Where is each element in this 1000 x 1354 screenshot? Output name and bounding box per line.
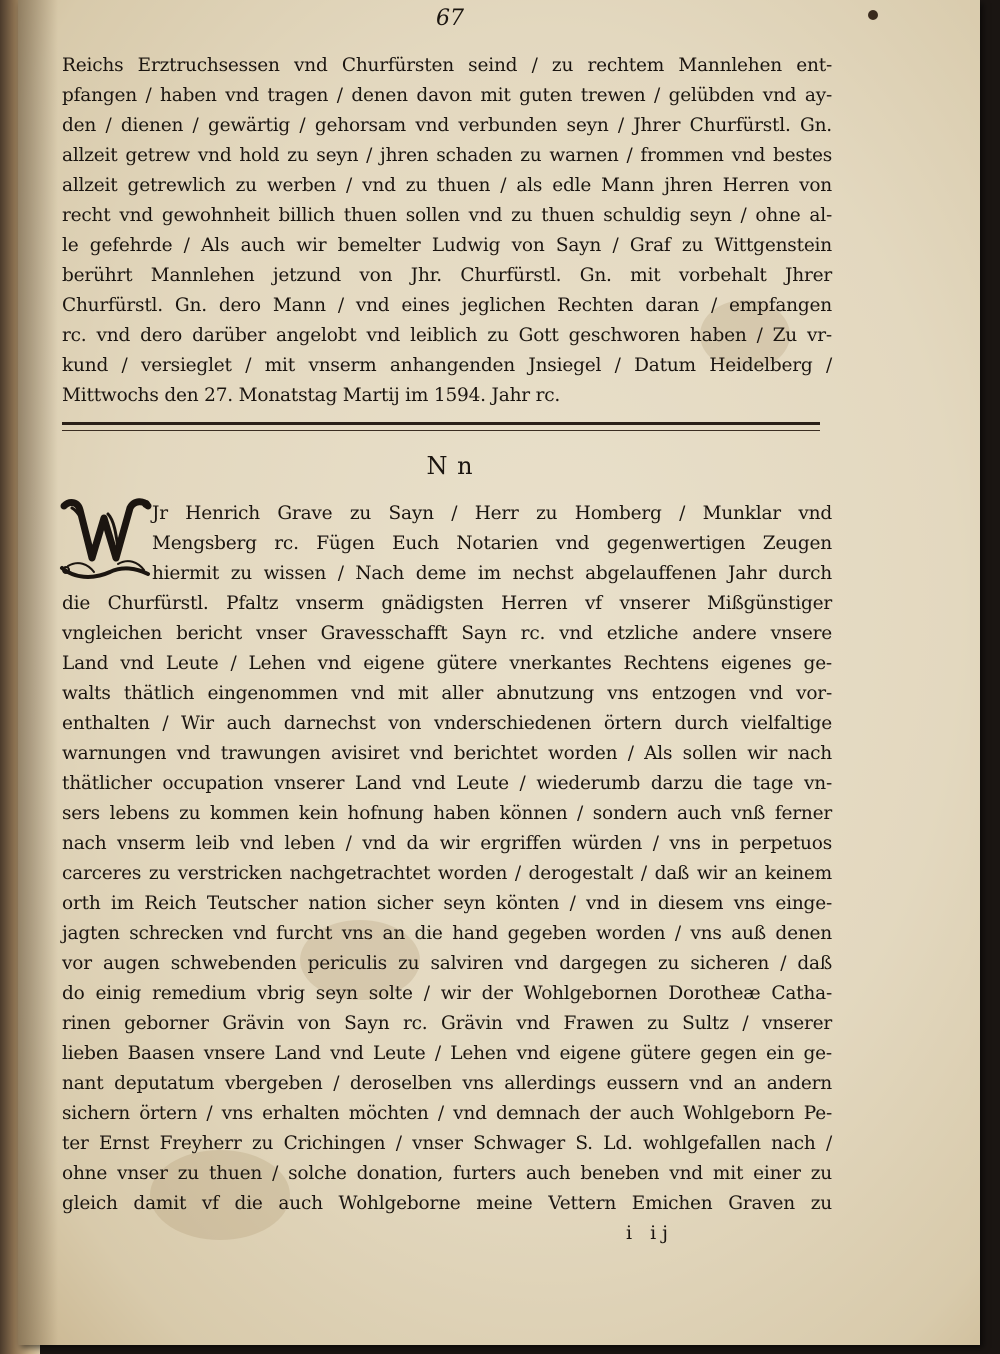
text-line: vngleichen bericht vnser Gravesschafft Sayn rc. vnd etzliche andere vnsere [62,623,832,644]
text-line: allzeit getrewlich zu werben / vnd zu thuen / als edle Mann jhren Herren von [62,175,832,196]
section-rule [62,422,820,425]
text-line: warnungen vnd trawungen avisiret vnd berichtet worden / Als sollen wir nach [62,743,832,764]
text-line: Mengsberg rc. Fügen Euch Notarien vnd gegenwertigen Zeugen [152,533,832,554]
text-line: carceres zu verstricken nachgetrachtet worden / derogestalt / daß wir an keinem [62,863,832,884]
text-line: do einig remedium vbrig seyn solte / wir der Wohlgebornen Dorotheæ Catha- [62,983,832,1004]
text-line: gleich damit vf die auch Wohlgeborne meine Vettern Emichen Graven zu [62,1193,832,1214]
page-number: 67 [436,6,464,31]
text-line: pfangen / haben vnd tragen / denen davon mit guten trewen / gelübden vnd ay- [62,85,832,106]
text-line: walts thätlich eingenommen vnd mit aller abnutzung vns entzogen vnd vor- [62,683,832,704]
text-line: Reichs Erztruchsessen vnd Churfürsten seind / zu rechtem Mannlehen ent- [62,55,832,76]
text-line: orth im Reich Teutscher nation sicher seyn könten / vnd in diesem vns einge- [62,893,832,914]
text-line: hiermit zu wissen / Nach deme im nechst abgelauffenen Jahr durch [152,563,832,584]
text-line: recht vnd gewohnheit billich thuen sollen vnd zu thuen schuldig seyn / ohne al- [62,205,832,226]
text-line: ohne vnser zu thuen / solche donation, furters auch beneben vnd mit einer zu [62,1163,832,1184]
text-line: allzeit getrew vnd hold zu seyn / jhren schaden zu warnen / frommen vnd bestes [62,145,832,166]
text-line: lieben Baasen vnsere Land vnd Leute / Lehen vnd eigene gütere gegen ein ge- [62,1043,832,1064]
text-line: die Churfürstl. Pfaltz vnserm gnädigsten Herren vf vnserer Mißgünstiger [62,593,832,614]
text-line: nant deputatum vbergeben / deroselben vns allerdings eussern vnd an andern [62,1073,832,1094]
text-line: thätlicher occupation vnserer Land vnd Leute / wiederumb darzu die tage vn- [62,773,832,794]
text-line: Jr Henrich Grave zu Sayn / Herr zu Homberg / Munklar vnd [152,503,832,524]
ornamental-initial-w-icon [58,494,154,586]
text-line: le gefehrde / Als auch wir bemelter Ludwig von Sayn / Graf zu Wittgenstein [62,235,832,256]
text-line: den / dienen / gewärtig / gehorsam vnd verbunden seyn / Jhrer Churfürstl. Gn. [62,115,832,136]
text-line: Churfürstl. Gn. dero Mann / vnd eines jeglichen Rechten daran / empfangen [62,295,832,316]
text-line: enthalten / Wir auch darnechst von vnderschiedenen örtern durch vielfaltige [62,713,832,734]
text-line: kund / versieglet / mit vnserm anhangenden Jnsiegel / Datum Heidelberg / [62,355,832,376]
gutter-shadow [18,0,58,1345]
text-line: vor augen schwebenden periculis zu salviren vnd dargegen zu sicheren / daß [62,953,832,974]
text-line: berührt Mannlehen jetzund von Jhr. Churfürstl. Gn. mit vorbehalt Jhrer [62,265,832,286]
section-rule-thin [62,430,820,431]
text-line: rc. vnd dero darüber angelobt vnd leiblich zu Gott geschworen haben / Zu vr- [62,325,832,346]
text-line: sers lebens zu kommen kein hofnung haben können / sondern auch vnß ferner [62,803,832,824]
section-heading: N n [426,452,474,480]
text-line: jagten schrecken vnd furcht vns an die hand gegeben worden / vns auß denen [62,923,832,944]
text-line: sichern örtern / vns erhalten möchten / vnd demnach der auch Wohlgeborn Pe- [62,1103,832,1124]
text-line: nach vnserm leib vnd leben / vnd da wir ergriffen würden / vns in perpetuos [62,833,832,854]
text-line: Land vnd Leute / Lehen vnd eigene gütere vnerkantes Rechtens eigenes ge- [62,653,832,674]
text-line: ter Ernst Freyherr zu Crichingen / vnser Schwager S. Ld. wohlgefallen nach / [62,1133,832,1154]
text-line: Mittwochs den 27. Monatstag Martij im 1594. Jahr rc. [62,385,561,406]
ink-dot [868,10,878,20]
signature-mark: i ij [625,1222,675,1244]
text-line: rinen geborner Grävin von Sayn rc. Grävin vnd Frawen zu Sultz / vnserer [62,1013,832,1034]
